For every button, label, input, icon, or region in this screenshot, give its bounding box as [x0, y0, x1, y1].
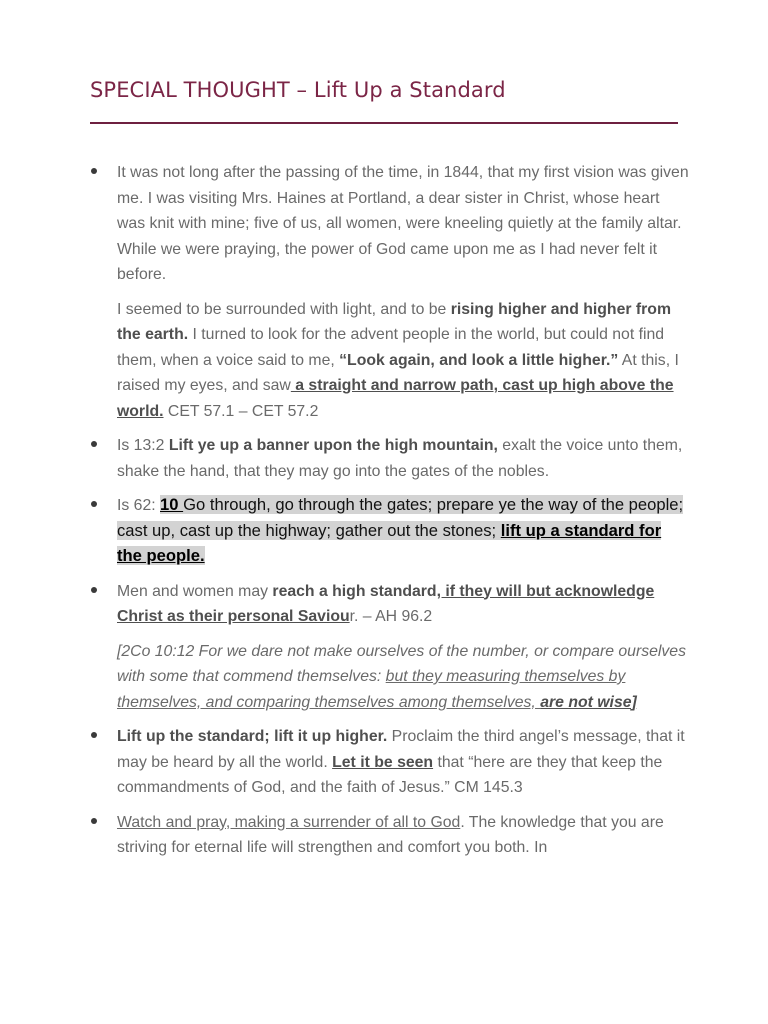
title-divider: [90, 122, 678, 124]
paragraph: [117, 433, 690, 484]
bold-underlined-text: are not wise]: [540, 693, 637, 711]
text: Men and women may: [117, 582, 273, 600]
bold-text: reach a high standard: [272, 582, 437, 600]
paragraph: [117, 297, 690, 425]
list-item: [90, 160, 690, 424]
text: Go through, go through the gates; prepare ye the way of the people; cast up, cast up the highway; gather out the stones;: [117, 495, 684, 540]
paragraph: [117, 810, 690, 861]
text: exalt the voice unto them, shake the hand, that they may go into the gates of the nobles.: [117, 437, 683, 480]
verse-number: 10: [160, 495, 184, 514]
text: [2Co 10:12 For we dare not make ourselves of the number, or compare ourselves with some that commend themselves:: [117, 642, 686, 685]
bold-text: Lift ye up a banner upon the high mountain,: [168, 437, 498, 454]
italic-quote: [117, 639, 690, 716]
bullet-icon: [91, 168, 97, 174]
text: I seemed to be surrounded with light, and to be: [117, 300, 451, 318]
underlined-text: Watch and pray, making a surrender of all to God: [117, 813, 461, 831]
scripture-ref: Is 62:: [117, 497, 161, 514]
text: that “here are they that keep the commandments of God, and the faith of Jesus.” CM 145.3: [117, 753, 663, 796]
text: At this, I raised my eyes, and saw: [117, 351, 679, 394]
bold-text: rising higher and higher from the earth.: [117, 300, 671, 343]
paragraph: [117, 160, 690, 288]
bold-text: Lift up the standard; lift it up higher.: [117, 728, 388, 745]
paragraph: [117, 493, 690, 570]
citation: CET 57.1 – CET 57.2: [163, 402, 319, 420]
page-title: SPECIAL THOUGHT – Lift Up a Standard: [90, 78, 506, 102]
bold-underlined-text: lift up a standard for the people.: [117, 520, 662, 565]
bullet-icon: [91, 818, 97, 824]
bullet-icon: [91, 732, 97, 738]
paragraph: [117, 724, 690, 801]
list-item: [90, 433, 690, 484]
bold-underlined-text: Let it be seen: [332, 753, 434, 771]
bullet-icon: [91, 587, 97, 593]
scripture-ref: Is 13:2: [117, 437, 169, 454]
bullet-icon: [91, 501, 97, 507]
list-item: [90, 579, 690, 716]
text: I turned to look for the advent people in the world, but could not find them, when a voice said to me,: [117, 326, 665, 369]
bullet-list: [90, 160, 690, 870]
text: Proclaim the third angel’s message, that it may be heard by all the world.: [117, 728, 685, 771]
bold-underlined-text: a straight and narrow path, cast up high above the world.: [117, 377, 674, 420]
paragraph: [117, 579, 690, 630]
list-item: [90, 810, 690, 861]
text: . The knowledge that you are striving for eternal life will strengthen and comfort you both. In: [117, 813, 664, 856]
list-item: [90, 493, 690, 570]
underlined-text: but they measuring themselves by themselves, and comparing themselves among themselves,: [117, 668, 626, 711]
citation: r. – AH 96.2: [349, 608, 433, 625]
bullet-icon: [91, 441, 97, 447]
bold-underlined-text: , if they will but acknowledge Christ as their personal Saviou: [117, 582, 655, 625]
bold-text: “Look again, and look a little higher.”: [339, 351, 619, 369]
text: It was not long after the passing of the time, in 1844, that my first vision was given me. I was visiting Mrs. Haines at Portland, a dear sister in Christ, whose heart was knit with mine; five of us, all women, were kneeling quietly at the family altar. While we were praying, the power of God came upon me as I had never felt it before.: [117, 164, 689, 283]
highlighted-text: [117, 495, 683, 565]
list-item: [90, 724, 690, 801]
